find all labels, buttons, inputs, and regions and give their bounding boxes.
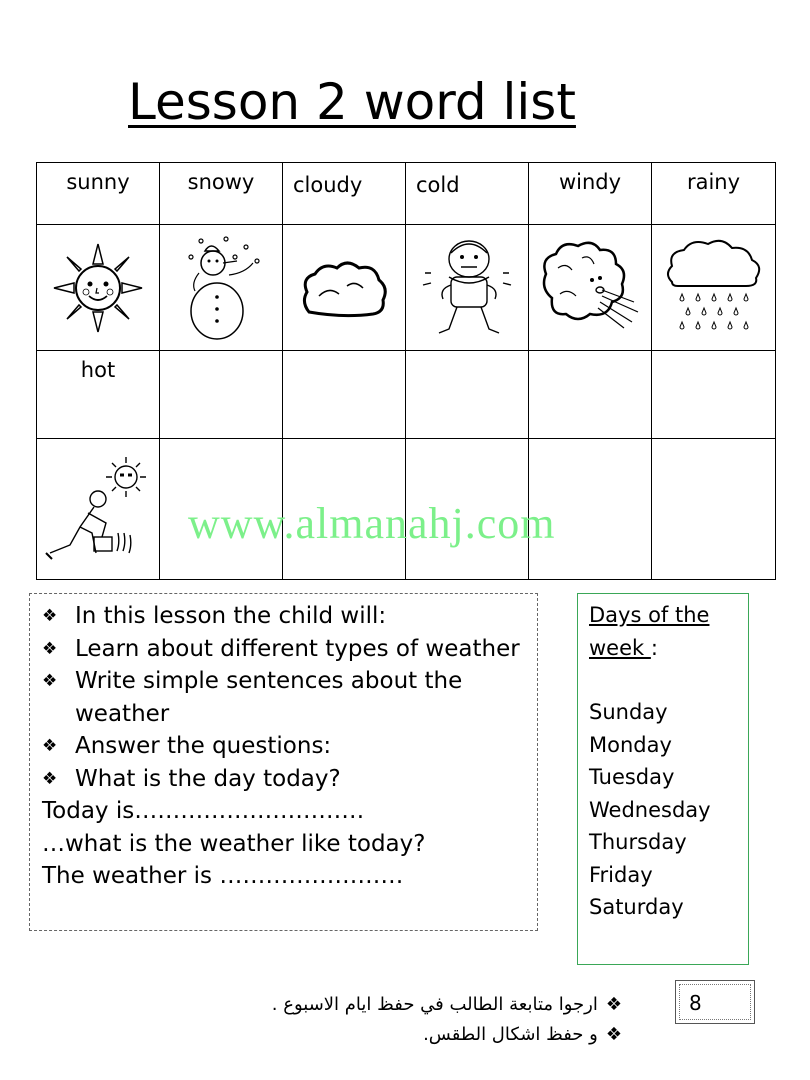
days-heading: Days of the — [589, 603, 710, 627]
empty-cell — [160, 351, 283, 439]
day-item: Wednesday — [589, 797, 711, 822]
page-number: 8 — [679, 984, 751, 1020]
day-item: Sunday — [589, 700, 668, 724]
diamond-bullet-icon: ❖ — [42, 768, 58, 789]
picture-row — [37, 225, 776, 351]
fill-in-line: Today is………………………… — [42, 798, 365, 824]
snowman-picture — [171, 233, 271, 343]
rain-cloud-picture — [664, 236, 764, 340]
objective-item: ❖ Answer the questions: — [42, 730, 537, 763]
day-item: Saturday — [589, 895, 684, 919]
empty-cell — [529, 351, 652, 439]
picture-cell — [283, 225, 406, 351]
cold-person-picture — [419, 233, 515, 343]
objective-item: ❖ What is the day today? — [42, 763, 537, 796]
diamond-bullet-icon: ❖ — [42, 638, 58, 659]
word-cell — [37, 351, 160, 439]
word-cell — [283, 163, 406, 225]
objective-item: ❖ In this lesson the child will: — [42, 600, 537, 633]
picture-cell — [406, 225, 529, 351]
word-cell — [160, 163, 283, 225]
word-rainy: rainy — [686, 170, 741, 194]
word-cell — [37, 163, 160, 225]
empty-cell — [283, 351, 406, 439]
arabic-note: ❖و حفظ اشكال الطقس. — [423, 1024, 622, 1045]
days-heading-line2: week : — [589, 635, 658, 660]
word-cold: cold — [416, 173, 460, 197]
picture-cell — [160, 225, 283, 351]
word-snowy: snowy — [187, 170, 255, 194]
picture-cell — [529, 225, 652, 351]
sun-picture — [50, 240, 146, 336]
day-item: Friday — [589, 862, 653, 887]
word-cell — [406, 163, 529, 225]
day-item: Monday — [589, 732, 672, 757]
picture-cell — [37, 225, 160, 351]
arabic-note: ❖ارجوا متابعة الطالب في حفظ ايام الاسبوع . — [271, 994, 622, 1015]
objectives-box — [29, 593, 538, 931]
fill-in-line: …what is the weather like today? — [42, 830, 426, 857]
days-of-week-box — [577, 593, 749, 965]
day-item: Tuesday — [589, 765, 675, 789]
picture-cell — [37, 439, 160, 580]
hot-person-picture — [40, 453, 156, 565]
objective-item: ❖ Write simple sentences about the weather — [42, 665, 537, 730]
page-number-box — [675, 980, 755, 1024]
picture-cell — [652, 225, 776, 351]
empty-cell — [406, 351, 529, 439]
cloud-picture — [299, 256, 389, 320]
fill-in-line: The weather is …………………… — [42, 863, 404, 889]
page-title: Lesson 2 word list — [128, 73, 576, 131]
empty-cell — [652, 439, 776, 580]
diamond-bullet-icon: ❖ — [605, 994, 622, 1015]
word-row — [37, 163, 776, 225]
arabic-notes — [272, 990, 622, 1050]
wind-cloud-picture — [538, 238, 642, 338]
word-windy: windy — [558, 170, 622, 194]
diamond-bullet-icon: ❖ — [605, 1024, 622, 1045]
objective-item: ❖ Learn about different types of weather — [42, 633, 537, 666]
word-cell — [529, 163, 652, 225]
word-sunny: sunny — [66, 170, 130, 194]
word-cell — [652, 163, 776, 225]
diamond-bullet-icon: ❖ — [42, 736, 58, 756]
diamond-bullet-icon: ❖ — [42, 671, 58, 691]
day-item: Thursday — [589, 830, 687, 854]
word-hot: hot — [80, 358, 116, 382]
empty-cell — [652, 351, 776, 439]
diamond-bullet-icon: ❖ — [42, 606, 58, 626]
word-cloudy: cloudy — [293, 173, 363, 197]
watermark: www.almanahj.com — [188, 499, 556, 548]
word-row — [37, 351, 776, 439]
